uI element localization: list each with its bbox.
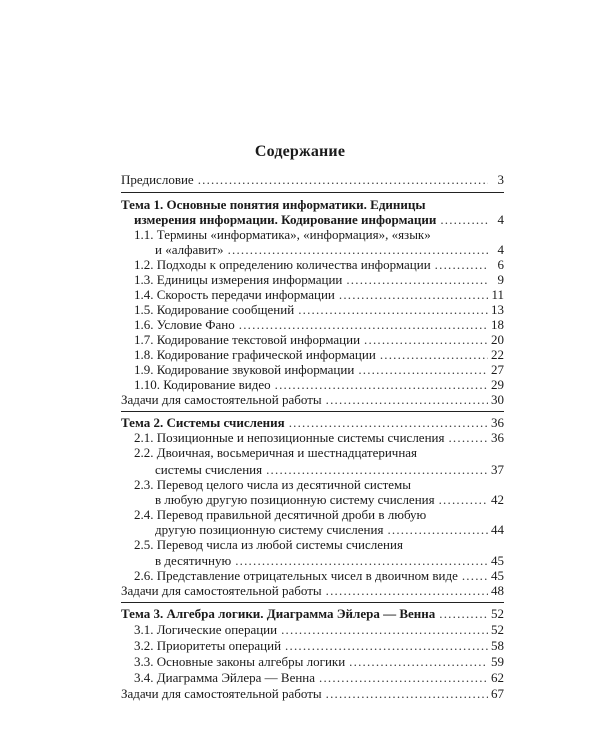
leader-dots xyxy=(228,242,488,257)
toc-page-number: 4 xyxy=(497,212,504,227)
toc-entry-2-5-cont[interactable]: в десятичную ..... 45 xyxy=(155,553,504,568)
leader-dots xyxy=(275,377,488,392)
toc-page-number: 45 xyxy=(491,553,504,568)
leader-dots xyxy=(349,654,488,669)
toc-page-number: 58 xyxy=(491,638,504,653)
toc-topic-2-heading[interactable]: Тема 2. Системы счисления ..... 36 xyxy=(121,415,504,430)
leader-dots xyxy=(326,583,488,598)
leader-dots xyxy=(266,462,488,477)
leader-dots xyxy=(364,332,488,347)
leader-dots xyxy=(448,430,488,445)
toc-entry-1-1-cont[interactable]: и «алфавит» ..... 4 xyxy=(155,242,504,257)
toc-topic-1-heading[interactable]: Тема 1. Основные понятия информатики. Единицы xyxy=(121,197,426,212)
page-title: Содержание xyxy=(254,143,346,160)
section-divider xyxy=(121,602,504,603)
toc-entry-3-2[interactable]: 3.2. Приоритеты операций ..... 58 xyxy=(134,638,504,653)
leader-dots xyxy=(235,553,488,568)
leader-dots xyxy=(326,392,488,407)
toc-page-number: 42 xyxy=(491,492,504,507)
toc-entry-1-9[interactable]: 1.9. Кодирование звуковой информации ..... 27 xyxy=(134,362,504,377)
toc-entry-1-8[interactable]: 1.8. Кодирование графической информации ..... 22 xyxy=(134,347,504,362)
toc-entry-preface[interactable] xyxy=(121,172,504,187)
toc-page-number: 52 xyxy=(491,606,504,621)
leader-dots xyxy=(281,622,488,637)
section-divider xyxy=(121,411,504,412)
toc-page-number: 62 xyxy=(491,670,504,685)
leader-dots xyxy=(289,415,488,430)
leader-dots xyxy=(239,317,488,332)
toc-page-number: 37 xyxy=(491,462,504,477)
toc-page-number: 18 xyxy=(491,317,504,332)
toc-page-number: 44 xyxy=(491,522,504,537)
toc-entry-1-7[interactable]: 1.7. Кодирование текстовой информации ..... 20 xyxy=(134,332,504,347)
toc-page-number: 13 xyxy=(491,302,504,317)
toc-entry-2-3[interactable]: 2.3. Перевод целого числа из десятичной системы xyxy=(134,477,412,492)
toc-topic-1-heading-cont[interactable]: измерения информации. Кодирование информации ..... 4 xyxy=(134,212,504,227)
toc-page-number: 36 xyxy=(491,415,504,430)
toc-entry-1-5[interactable]: 1.5. Кодирование сообщений ..... 13 xyxy=(134,302,504,317)
toc-topic-3-heading[interactable]: Тема 3. Алгебра логики. Диаграмма Эйлера — Венна ..... 52 xyxy=(121,606,504,621)
toc-entry-1-6[interactable]: 1.6. Условие Фано ..... 18 xyxy=(134,317,504,332)
leader-dots xyxy=(319,670,488,685)
toc-page-number: 9 xyxy=(497,272,504,287)
leader-dots xyxy=(439,606,488,621)
toc-page-number: 67 xyxy=(491,686,504,701)
toc-page-number: 36 xyxy=(491,430,504,445)
leader-dots xyxy=(462,568,488,583)
toc-page-number: 29 xyxy=(491,377,504,392)
toc-page-number: 22 xyxy=(491,347,504,362)
toc-entry-2-3-cont[interactable]: в любую другую позиционную систему счисления ..... 42 xyxy=(155,492,504,507)
leader-dots xyxy=(198,172,488,187)
toc-entry-2-6[interactable]: 2.6. Представление отрицательных чисел в двоичном виде ..... 45 xyxy=(134,568,504,583)
leader-dots xyxy=(358,362,488,377)
toc-page-number: 11 xyxy=(491,287,504,302)
toc-entry-1-1[interactable]: 1.1. Термины «информатика», «информация», «язык» xyxy=(134,227,431,242)
toc-entry-2-4-cont[interactable]: другую позиционную систему счисления ..... 44 xyxy=(155,522,504,537)
toc-page-number: 3 xyxy=(497,172,504,187)
leader-dots xyxy=(435,257,488,272)
toc-entry-3-tasks[interactable]: Задачи для самостоятельной работы ..... 67 xyxy=(121,686,504,701)
toc-entry-1-3[interactable]: 1.3. Единицы измерения информации ..... 9 xyxy=(134,272,504,287)
leader-dots xyxy=(285,638,488,653)
leader-dots xyxy=(387,522,488,537)
toc-page-number: 30 xyxy=(491,392,504,407)
toc-entry-2-tasks[interactable]: Задачи для самостоятельной работы ..... 48 xyxy=(121,583,504,598)
toc-page-number: 45 xyxy=(491,568,504,583)
toc-entry-2-2-cont[interactable]: системы счисления ..... 37 xyxy=(155,462,504,477)
toc-page-number: 6 xyxy=(497,257,504,272)
toc-page-number: 27 xyxy=(491,362,504,377)
toc-entry-2-5[interactable]: 2.5. Перевод числа из любой системы счисления xyxy=(134,537,403,552)
toc-page-number: 59 xyxy=(491,654,504,669)
toc-page-number: 48 xyxy=(491,583,504,598)
toc-entry-2-4[interactable]: 2.4. Перевод правильной десятичной дроби в любую xyxy=(134,507,427,522)
leader-dots xyxy=(346,272,488,287)
section-divider xyxy=(121,192,504,193)
leader-dots xyxy=(440,212,488,227)
toc-entry-1-tasks[interactable]: Задачи для самостоятельной работы ..... 30 xyxy=(121,392,504,407)
toc-entry-3-3[interactable]: 3.3. Основные законы алгебры логики ..... 59 xyxy=(134,654,504,669)
toc-page-number: 4 xyxy=(497,242,504,257)
leader-dots xyxy=(339,287,488,302)
toc-page-number: 52 xyxy=(491,622,504,637)
toc-page-number: 20 xyxy=(491,332,504,347)
toc-entry-3-1[interactable]: 3.1. Логические операции ..... 52 xyxy=(134,622,504,637)
toc-entry-1-10[interactable]: 1.10. Кодирование видео ..... 29 xyxy=(134,377,504,392)
leader-dots xyxy=(380,347,488,362)
toc-entry-2-1[interactable]: 2.1. Позиционные и непозиционные системы счисления ..... 36 xyxy=(134,430,504,445)
toc-entry-2-2[interactable]: 2.2. Двоичная, восьмеричная и шестнадцатеричная xyxy=(134,445,418,460)
leader-dots xyxy=(326,686,488,701)
leader-dots xyxy=(439,492,488,507)
leader-dots xyxy=(298,302,488,317)
toc-entry-1-2[interactable]: 1.2. Подходы к определению количества информации ..... 6 xyxy=(134,257,504,272)
toc-entry-1-4[interactable]: 1.4. Скорость передачи информации ..... 11 xyxy=(134,287,504,302)
toc-entry-3-4[interactable]: 3.4. Диаграмма Эйлера — Венна ..... 62 xyxy=(134,670,504,685)
toc-entry-text: Предисловие xyxy=(121,172,194,187)
